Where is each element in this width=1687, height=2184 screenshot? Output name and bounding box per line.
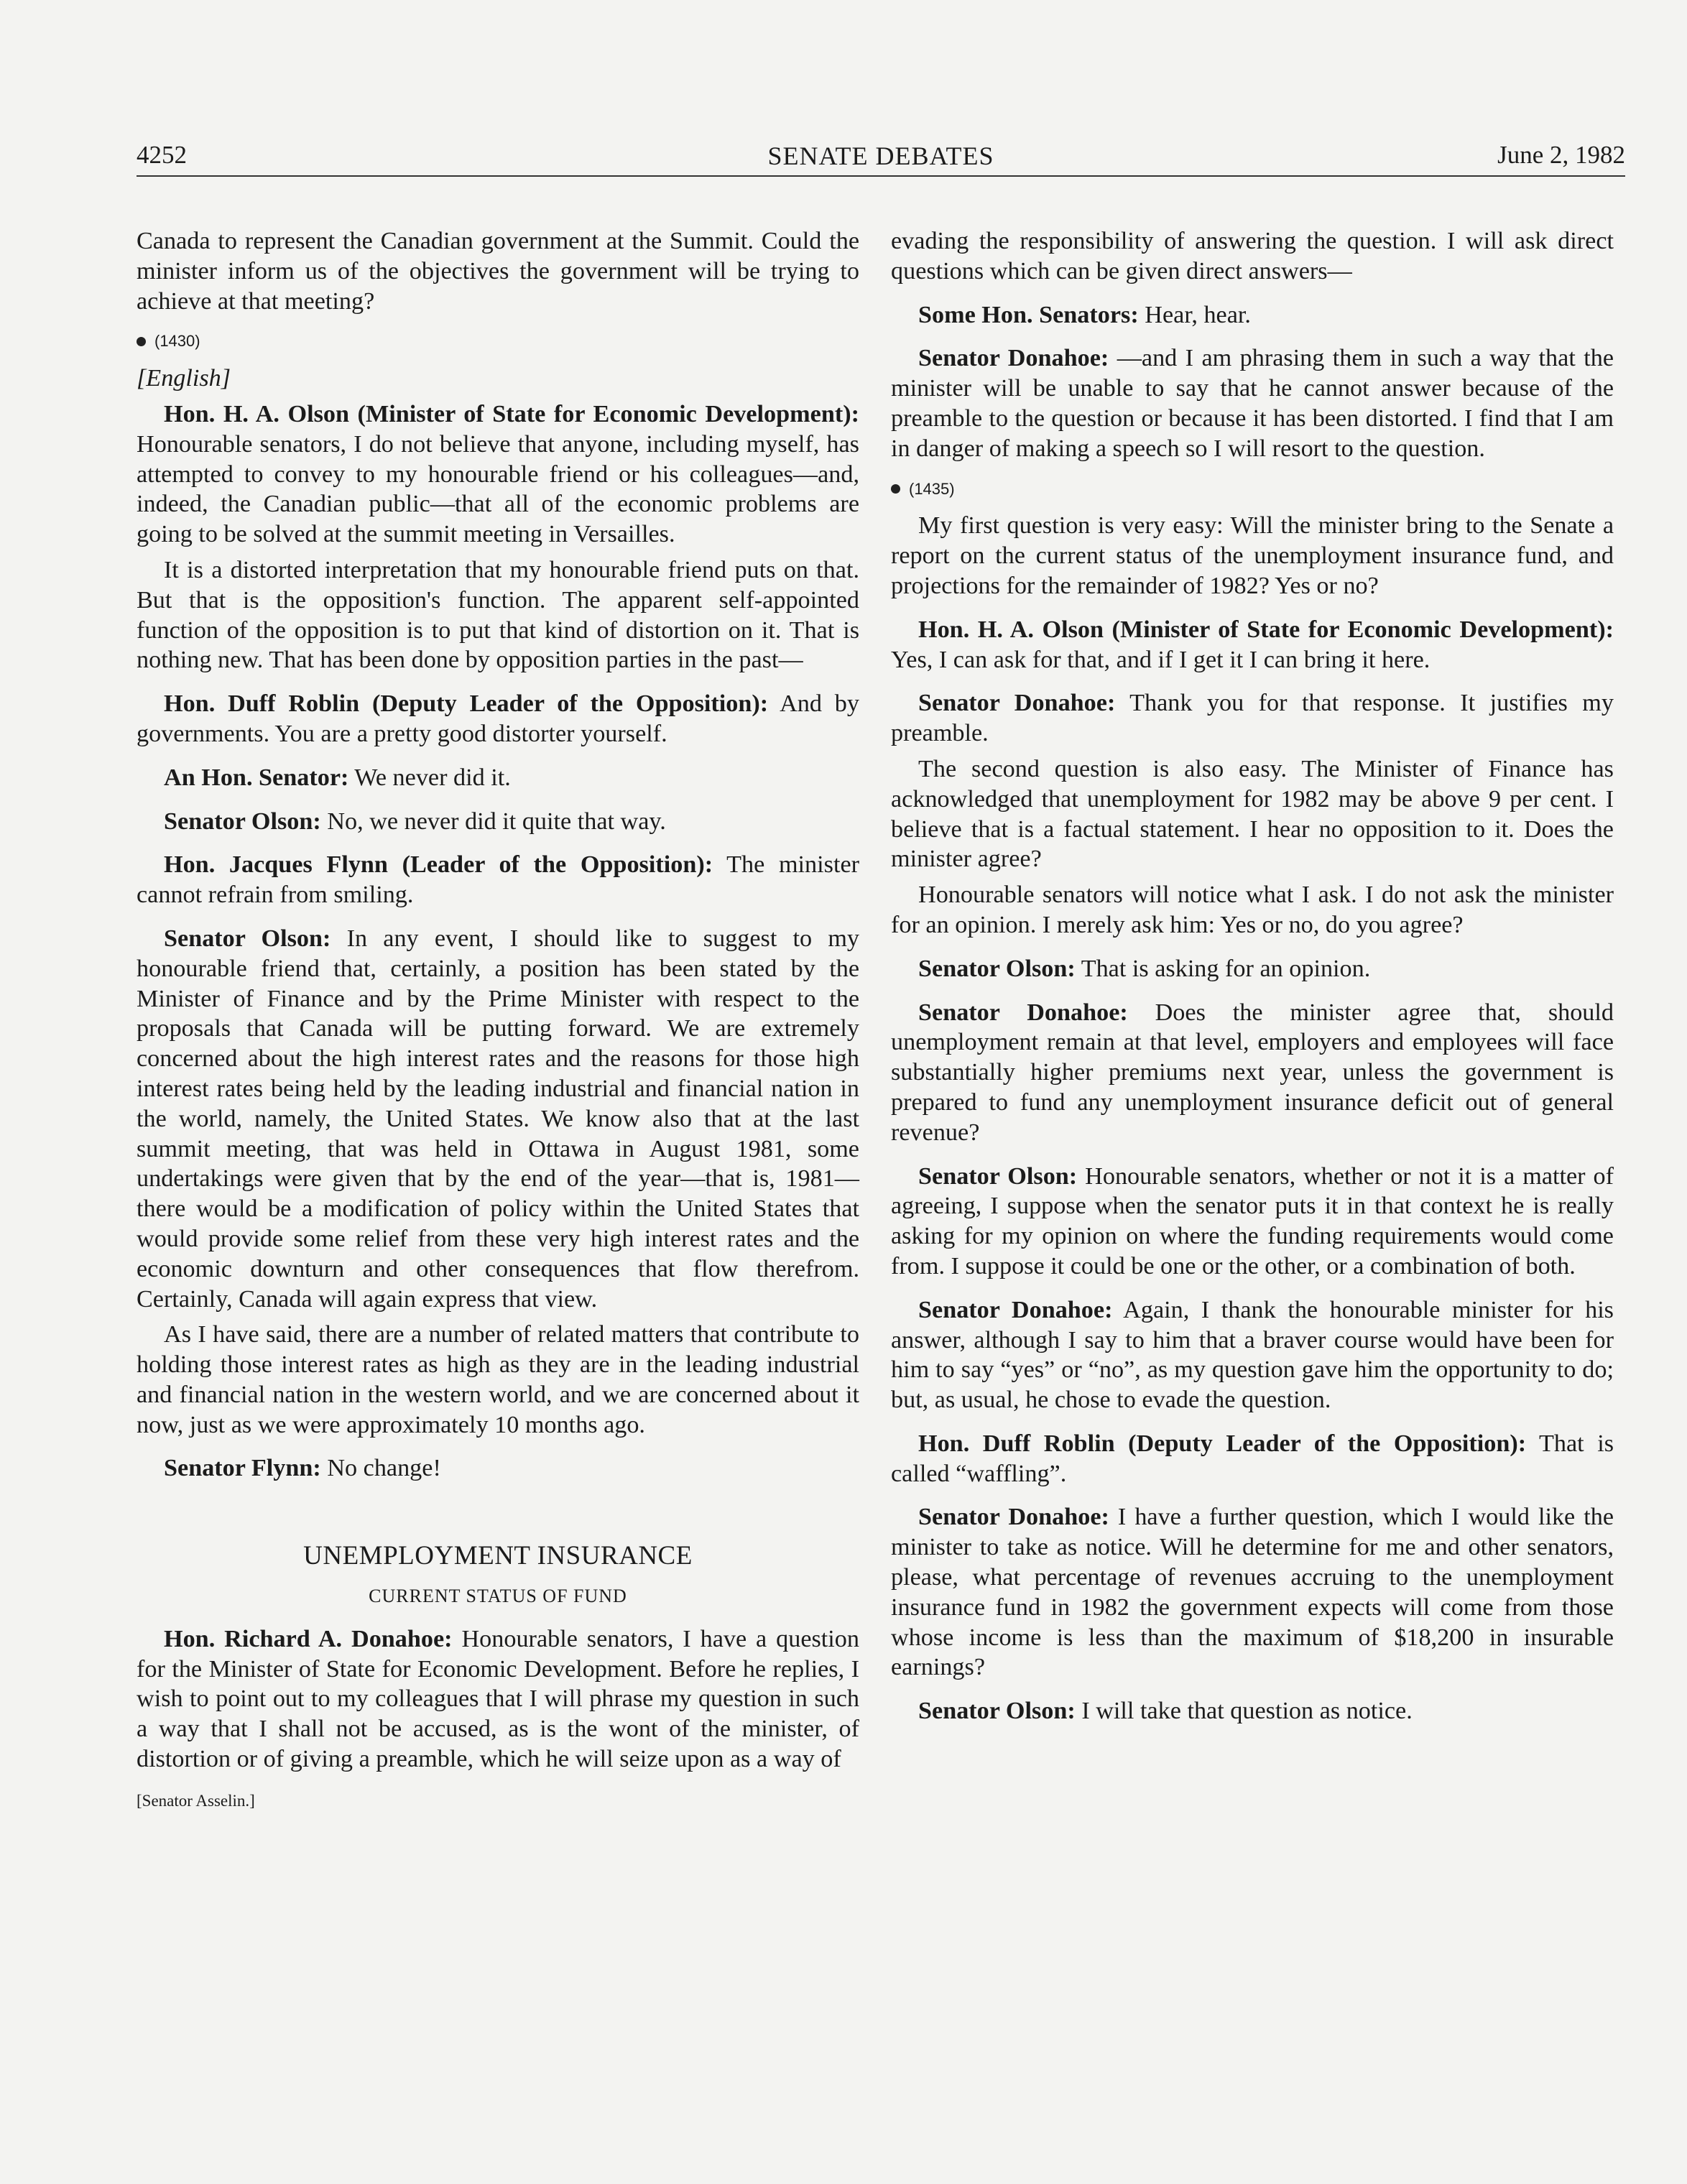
- speaker-name: Senator Olson:: [918, 955, 1076, 982]
- speech-text: That is called “waffling”.: [891, 1430, 1614, 1487]
- paragraph: [137, 399, 859, 550]
- paragraph: [891, 998, 1614, 1148]
- speaker-name: Senator Olson:: [918, 1162, 1078, 1190]
- paragraph: [891, 1696, 1614, 1726]
- speaker-name: Hon. Richard A. Donahoe:: [164, 1625, 453, 1652]
- footer-note: [Senator Asselin.]: [137, 1791, 255, 1810]
- paragraph: [891, 300, 1614, 330]
- paragraph: [137, 807, 859, 837]
- time-marker: [137, 326, 859, 356]
- paragraph: [137, 850, 859, 910]
- paragraph: [137, 1624, 859, 1774]
- speaker-name: Senator Olson:: [918, 1698, 1076, 1725]
- paragraph: As I have said, there are a number of related matters that contribute to holding those interest rates as high as they are in the leading industrial and financial nation in the western world, and we are concerned about it now, just as we were approximately 10 months ago.: [137, 1321, 859, 1438]
- section-subheading: CURRENT STATUS OF FUND: [369, 1586, 627, 1607]
- speaker-name: Senator Donahoe:: [918, 345, 1109, 372]
- speaker-name: Some Hon. Senators:: [918, 301, 1139, 328]
- speech-text: Yes, I can ask for that, and if I get it I can bring it here.: [891, 646, 1431, 673]
- page-date: June 2, 1982: [1497, 141, 1625, 169]
- paragraph: It is a distorted interpretation that my honourable friend puts on that. But that is the opposition's function. The apparent self-appointed function of the opposition is to put that kind of distortion on it. That is nothing new. That has been done by opposition parties in the past—: [137, 556, 859, 674]
- page-header: [137, 141, 1625, 177]
- speaker-name: Senator Donahoe:: [918, 690, 1116, 717]
- paragraph: [137, 924, 859, 1314]
- paragraph: [891, 615, 1614, 675]
- speech-text: No, we never did it quite that way.: [320, 808, 666, 835]
- page-number: 4252: [137, 141, 187, 169]
- speaker-name: Hon. Jacques Flynn (Leader of the Opposition):: [164, 851, 713, 879]
- speech-text: Hear, hear.: [1138, 301, 1251, 328]
- paragraph: [137, 1453, 859, 1484]
- speech-text: In any event, I should like to suggest to my honourable friend that, certainly, a position has been stated by the Minister of Finance and by the Prime Minister with respect to the proposals that Canada will be putting forward. We are extremely concerned about the high interest rates and the reasons for those high interest rates being held by the leading industrial and financial nation in the world, namely, the United States. We know also that at the last summit meeting, that was held in Ottawa in August 1981, some undertakings were given that by the end of the year—that is, 1981—there would be a modification of policy within the United States that would provide some relief from these very high interest rates and the economic downturn and other consequences that flow therefrom. Certainly, Canada will again express that view.: [137, 925, 860, 1313]
- speaker-name: Hon. H. A. Olson (Minister of State for Economic Development):: [918, 616, 1614, 643]
- speech-text: Honourable senators, I have a question for the Minister of State for Economic Development. Before he replies, I wish to point out to my colleagues that I will phrase my question in such a way that I shall not be accused, as is the wont of the minister, of distortion or of giving a preamble, which he will seize upon as a way of: [137, 1625, 859, 1773]
- paragraph: Honourable senators will notice what I ask. I do not ask the minister for an opinion. I merely ask him: Yes or no, do you agree?: [891, 882, 1614, 938]
- speech-text: That is asking for an opinion.: [1075, 955, 1371, 982]
- speech-text: No change!: [320, 1455, 441, 1482]
- paragraph: evading the responsibility of answering the question. I will ask direct questions which can be given direct answers—: [891, 228, 1614, 284]
- speech-text: We never did it.: [348, 764, 511, 791]
- speech-text: Again, I thank the honourable minister for his answer, although I say to him that a braver course would have been for him to say “yes” or “no”, as my question gave him the opportunity to do; but, as usual, he chose to evade the question.: [891, 1296, 1614, 1414]
- time-marker: [891, 474, 1614, 504]
- paragraph: [891, 343, 1614, 463]
- time-marker-label: (1435): [909, 479, 955, 498]
- speech-text: Does the minister agree that, should unemployment remain at that level, employers and employees will face substantially higher premiums next year, unless the government is prepared to fund any unemployment insurance deficit out of general revenue?: [891, 999, 1614, 1146]
- language-marker: [English]: [137, 365, 231, 392]
- paragraph: The second question is also easy. The Minister of Finance has acknowledged that unemployment for 1982 may be above 9 per cent. I believe that is a factual statement. I hear no opposition to it. Does the minister agree?: [891, 755, 1614, 873]
- paragraph: [891, 1502, 1614, 1683]
- speech-text: Honourable senators, I do not believe that anyone, including myself, has attempted to convey to my honourable friend or his colleagues—and, indeed, the Canadian public—that all of the economic problems are going to be solved at the summit meeting in Versailles.: [137, 430, 859, 548]
- paragraph: [891, 954, 1614, 984]
- paragraph: [891, 1429, 1614, 1489]
- paragraph: [891, 1295, 1614, 1415]
- paragraph: [891, 688, 1614, 749]
- paragraph: [137, 763, 859, 793]
- paragraph: My first question is very easy: Will the minister bring to the Senate a report on the current status of the unemployment insurance fund, and projections for the remainder of 1982? Yes or no?: [891, 512, 1614, 599]
- speaker-name: Senator Donahoe:: [918, 999, 1128, 1026]
- speaker-name: Senator Olson:: [164, 808, 321, 835]
- speaker-name: Senator Donahoe:: [918, 1296, 1113, 1323]
- speaker-name: Senator Flynn:: [164, 1455, 321, 1482]
- speech-text: —and I am phrasing them in such a way that the minister will be unable to say that he cannot answer because of the preamble to the question or because it has been distorted. I find that I am in danger of making a speech so I will resort to the question.: [891, 345, 1614, 462]
- speech-text: Honourable senators, whether or not it is a matter of agreeing, I suppose when the senator puts it in that context he is really asking for my opinion on where the funding requirements would come from. I suppose it could be one or the other, or a combination of both.: [891, 1162, 1614, 1280]
- time-marker-label: (1430): [154, 332, 200, 351]
- speech-text: Thank you for that response. It justifies my preamble.: [891, 690, 1614, 747]
- bullet-icon: [891, 484, 900, 494]
- speech-text: The minister cannot refrain from smiling.: [137, 851, 860, 909]
- speaker-name: An Hon. Senator:: [164, 764, 349, 791]
- speech-text: And by governments. You are a pretty good distorter yourself.: [137, 690, 859, 747]
- paragraph: Canada to represent the Canadian government at the Summit. Could the minister inform us of the objectives the government will be trying to achieve at that meeting?: [137, 228, 859, 315]
- speaker-name: Hon. Duff Roblin (Deputy Leader of the Opposition):: [918, 1430, 1527, 1457]
- speaker-name: Senator Donahoe:: [918, 1504, 1109, 1531]
- paragraph: [891, 1162, 1614, 1282]
- paragraph: [137, 689, 859, 749]
- speech-text: I will take that question as notice.: [1075, 1698, 1413, 1725]
- bullet-icon: [137, 337, 146, 346]
- speech-text: I have a further question, which I would like the minister to take as notice. Will he determine for me and other senators, please, what percentage of revenues accruing to the unemployment insurance fund in 1982 the government expects will come from those whose income is less than the maximum of $18,200 in insurable earnings?: [891, 1504, 1614, 1681]
- publication-title: SENATE DEBATES: [767, 142, 994, 170]
- speaker-name: Hon. Duff Roblin (Deputy Leader of the Opposition):: [164, 690, 769, 718]
- speaker-name: Hon. H. A. Olson (Minister of State for Economic Development):: [164, 400, 859, 427]
- speaker-name: Senator Olson:: [164, 925, 331, 952]
- left-column: [137, 226, 859, 1816]
- right-column: [891, 226, 1614, 1732]
- section-heading: UNEMPLOYMENT INSURANCE: [303, 1541, 693, 1571]
